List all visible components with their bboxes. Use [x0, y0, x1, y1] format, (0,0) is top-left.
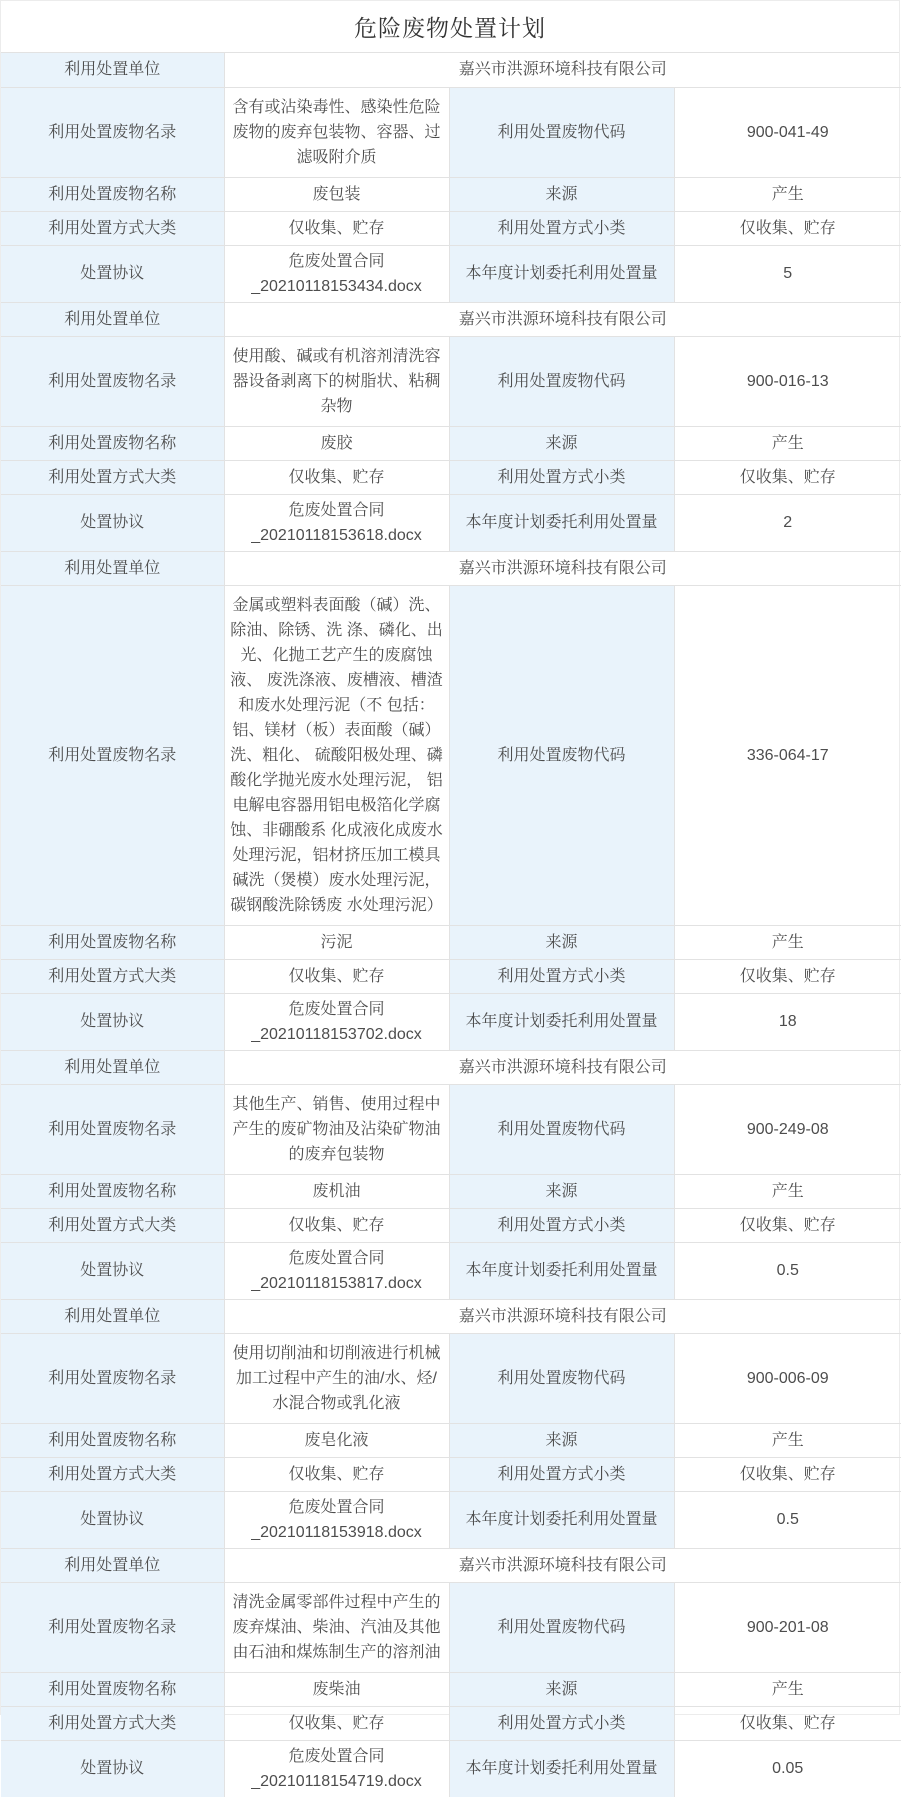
agreement-label: 处置协议: [1, 1491, 224, 1548]
agreement-file: [224, 1242, 449, 1299]
record-method-row: [1, 460, 901, 494]
catalog-label: 利用处置废物名录: [1, 1582, 224, 1672]
catalog-value: 其他生产、销售、使用过程中产生的废矿物油及沾染矿物油的废弃包装物: [224, 1084, 449, 1174]
method-minor-value: 仅收集、贮存: [674, 211, 901, 245]
planned-quantity-value: 0.5: [674, 1491, 901, 1548]
unit-label: 利用处置单位: [1, 1548, 224, 1582]
catalog-label: 利用处置废物名录: [1, 1084, 224, 1174]
method-minor-value: 仅收集、贮存: [674, 1706, 901, 1740]
planned-quantity-label: 本年度计划委托利用处置量: [449, 494, 674, 551]
planned-quantity-label: 本年度计划委托利用处置量: [449, 245, 674, 302]
waste-name-value: 污泥: [224, 925, 449, 959]
unit-label: 利用处置单位: [1, 1299, 224, 1333]
record-method-row: [1, 1457, 901, 1491]
code-label: 利用处置废物代码: [449, 1333, 674, 1423]
unit-value: 嘉兴市洪源环境科技有限公司: [224, 1299, 901, 1333]
record-name-row: [1, 1672, 901, 1706]
record-method-row: [1, 1706, 901, 1740]
code-label: 利用处置废物代码: [449, 1582, 674, 1672]
source-value: 产生: [674, 1672, 901, 1706]
catalog-value: 含有或沾染毒性、感染性危险废物的废弃包装物、容器、过滤吸附介质: [224, 87, 449, 177]
page-title: 危险废物处置计划: [354, 16, 546, 41]
code-value: 900-041-49: [674, 87, 901, 177]
method-minor-value: 仅收集、贮存: [674, 460, 901, 494]
record-agreement-row: [1, 1491, 901, 1548]
agreement-file: [224, 245, 449, 302]
agreement-file-name: 危废处置合同: [288, 1747, 385, 1765]
agreement-label: 处置协议: [1, 1740, 224, 1797]
record-name-row: [1, 426, 901, 460]
method-major-label: 利用处置方式大类: [1, 460, 224, 494]
record-name-row: [1, 1423, 901, 1457]
method-minor-label: 利用处置方式小类: [449, 460, 674, 494]
record-unit-row: [1, 53, 901, 87]
waste-name-value: 废柴油: [224, 1672, 449, 1706]
method-minor-value: 仅收集、贮存: [674, 1208, 901, 1242]
record-name-row: [1, 1174, 901, 1208]
source-label: 来源: [449, 426, 674, 460]
agreement-label: 处置协议: [1, 993, 224, 1050]
record-agreement-row: [1, 1242, 901, 1299]
record-catalog-row: [1, 1333, 901, 1423]
unit-value: 嘉兴市洪源环境科技有限公司: [224, 302, 901, 336]
source-label: 来源: [449, 1174, 674, 1208]
planned-quantity-label: 本年度计划委托利用处置量: [449, 1491, 674, 1548]
code-value: 336-064-17: [674, 585, 901, 925]
record-agreement-row: [1, 993, 901, 1050]
record-catalog-row: [1, 1582, 901, 1672]
code-value: 900-006-09: [674, 1333, 901, 1423]
table-body: [1, 53, 901, 1797]
agreement-label: 处置协议: [1, 245, 224, 302]
catalog-label: 利用处置废物名录: [1, 1333, 224, 1423]
source-value: 产生: [674, 1423, 901, 1457]
code-label: 利用处置废物代码: [449, 87, 674, 177]
planned-quantity-value: 5: [674, 245, 901, 302]
record-method-row: [1, 211, 901, 245]
code-label: 利用处置废物代码: [449, 585, 674, 925]
waste-name-label: 利用处置废物名称: [1, 177, 224, 211]
planned-quantity-value: 0.05: [674, 1740, 901, 1797]
waste-name-value: 废包装: [224, 177, 449, 211]
unit-label: 利用处置单位: [1, 551, 224, 585]
waste-name-label: 利用处置废物名称: [1, 426, 224, 460]
method-major-value: 仅收集、贮存: [224, 1457, 449, 1491]
planned-quantity-value: 2: [674, 494, 901, 551]
record-unit-row: [1, 302, 901, 336]
method-minor-value: 仅收集、贮存: [674, 959, 901, 993]
method-major-label: 利用处置方式大类: [1, 959, 224, 993]
catalog-label: 利用处置废物名录: [1, 87, 224, 177]
agreement-file: [224, 993, 449, 1050]
agreement-file-name: 危废处置合同: [288, 501, 385, 519]
catalog-value: 清洗金属零部件过程中产生的废弃煤油、柴油、汽油及其他由石油和煤炼制生产的溶剂油: [224, 1582, 449, 1672]
unit-label: 利用处置单位: [1, 302, 224, 336]
record-name-row: [1, 925, 901, 959]
waste-name-label: 利用处置废物名称: [1, 1174, 224, 1208]
code-label: 利用处置废物代码: [449, 336, 674, 426]
record-agreement-row: [1, 1740, 901, 1797]
record-catalog-row: [1, 1084, 901, 1174]
record-agreement-row: [1, 494, 901, 551]
agreement-file-name: 危废处置合同: [288, 1249, 385, 1267]
waste-name-value: 废皂化液: [224, 1423, 449, 1457]
method-major-value: 仅收集、贮存: [224, 1706, 449, 1740]
disposal-plan-table: [1, 53, 901, 1797]
source-label: 来源: [449, 1423, 674, 1457]
source-label: 来源: [449, 1672, 674, 1706]
planned-quantity-value: 0.5: [674, 1242, 901, 1299]
code-value: 900-201-08: [674, 1582, 901, 1672]
method-minor-value: 仅收集、贮存: [674, 1457, 901, 1491]
unit-label: 利用处置单位: [1, 53, 224, 87]
agreement-file-name: 危废处置合同: [288, 1498, 385, 1516]
source-label: 来源: [449, 177, 674, 211]
title-bar: [1, 1, 899, 53]
planned-quantity-label: 本年度计划委托利用处置量: [449, 1740, 674, 1797]
catalog-value: 使用切削油和切削液进行机械加工过程中产生的油/水、烃/水混合物或乳化液: [224, 1333, 449, 1423]
source-label: 来源: [449, 925, 674, 959]
planned-quantity-value: 18: [674, 993, 901, 1050]
agreement-label: 处置协议: [1, 1242, 224, 1299]
record-catalog-row: [1, 336, 901, 426]
waste-name-value: 废机油: [224, 1174, 449, 1208]
source-value: 产生: [674, 925, 901, 959]
record-catalog-row: [1, 585, 901, 925]
source-value: 产生: [674, 1174, 901, 1208]
method-minor-label: 利用处置方式小类: [449, 211, 674, 245]
code-value: 900-249-08: [674, 1084, 901, 1174]
method-major-label: 利用处置方式大类: [1, 1457, 224, 1491]
method-major-label: 利用处置方式大类: [1, 1208, 224, 1242]
agreement-file-suffix: _20210118153434.docx: [251, 277, 422, 295]
record-catalog-row: [1, 87, 901, 177]
catalog-value: 金属或塑料表面酸（碱）洗、除油、除锈、洗 涤、磷化、出光、化抛工艺产生的废腐蚀液、 废洗涤液、废槽液、槽渣和废水处理污泥（不 包括：铝、镁材（板）表面酸（碱）洗、粗化、 硫酸阳极处理、磷酸化学抛光废水处理污泥， 铝电解电容器用铝电极箔化学腐蚀、非硼酸系 化成液化成废水处理污泥，铝材挤压加工模具 碱洗（煲模）废水处理污泥，碳钢酸洗除锈废 水处理污泥）: [224, 585, 449, 925]
unit-value: 嘉兴市洪源环境科技有限公司: [224, 551, 901, 585]
source-value: 产生: [674, 177, 901, 211]
agreement-label: 处置协议: [1, 494, 224, 551]
waste-name-label: 利用处置废物名称: [1, 925, 224, 959]
record-name-row: [1, 177, 901, 211]
agreement-file-suffix: _20210118153817.docx: [251, 1274, 422, 1292]
waste-name-value: 废胶: [224, 426, 449, 460]
waste-name-label: 利用处置废物名称: [1, 1423, 224, 1457]
unit-value: 嘉兴市洪源环境科技有限公司: [224, 1548, 901, 1582]
code-value: 900-016-13: [674, 336, 901, 426]
method-major-value: 仅收集、贮存: [224, 460, 449, 494]
catalog-label: 利用处置废物名录: [1, 336, 224, 426]
method-major-value: 仅收集、贮存: [224, 211, 449, 245]
agreement-file-name: 危废处置合同: [288, 1000, 385, 1018]
agreement-file-suffix: _20210118153918.docx: [251, 1523, 422, 1541]
source-value: 产生: [674, 426, 901, 460]
agreement-file: [224, 494, 449, 551]
agreement-file: [224, 1491, 449, 1548]
code-label: 利用处置废物代码: [449, 1084, 674, 1174]
method-major-value: 仅收集、贮存: [224, 959, 449, 993]
unit-value: 嘉兴市洪源环境科技有限公司: [224, 53, 901, 87]
planned-quantity-label: 本年度计划委托利用处置量: [449, 1242, 674, 1299]
catalog-value: 使用酸、碱或有机溶剂清洗容器设备剥离下的树脂状、粘稠杂物: [224, 336, 449, 426]
agreement-file-suffix: _20210118153702.docx: [251, 1025, 422, 1043]
method-minor-label: 利用处置方式小类: [449, 1457, 674, 1491]
record-method-row: [1, 1208, 901, 1242]
method-minor-label: 利用处置方式小类: [449, 959, 674, 993]
record-method-row: [1, 959, 901, 993]
method-major-label: 利用处置方式大类: [1, 1706, 224, 1740]
method-minor-label: 利用处置方式小类: [449, 1208, 674, 1242]
waste-name-label: 利用处置废物名称: [1, 1672, 224, 1706]
agreement-file-suffix: _20210118154719.docx: [251, 1772, 422, 1790]
planned-quantity-label: 本年度计划委托利用处置量: [449, 993, 674, 1050]
record-agreement-row: [1, 245, 901, 302]
method-major-label: 利用处置方式大类: [1, 211, 224, 245]
record-unit-row: [1, 1299, 901, 1333]
agreement-file-name: 危废处置合同: [288, 252, 385, 270]
record-unit-row: [1, 551, 901, 585]
catalog-label: 利用处置废物名录: [1, 585, 224, 925]
agreement-file: [224, 1740, 449, 1797]
unit-value: 嘉兴市洪源环境科技有限公司: [224, 1050, 901, 1084]
agreement-file-suffix: _20210118153618.docx: [251, 526, 422, 544]
method-minor-label: 利用处置方式小类: [449, 1706, 674, 1740]
method-major-value: 仅收集、贮存: [224, 1208, 449, 1242]
record-unit-row: [1, 1548, 901, 1582]
unit-label: 利用处置单位: [1, 1050, 224, 1084]
record-unit-row: [1, 1050, 901, 1084]
